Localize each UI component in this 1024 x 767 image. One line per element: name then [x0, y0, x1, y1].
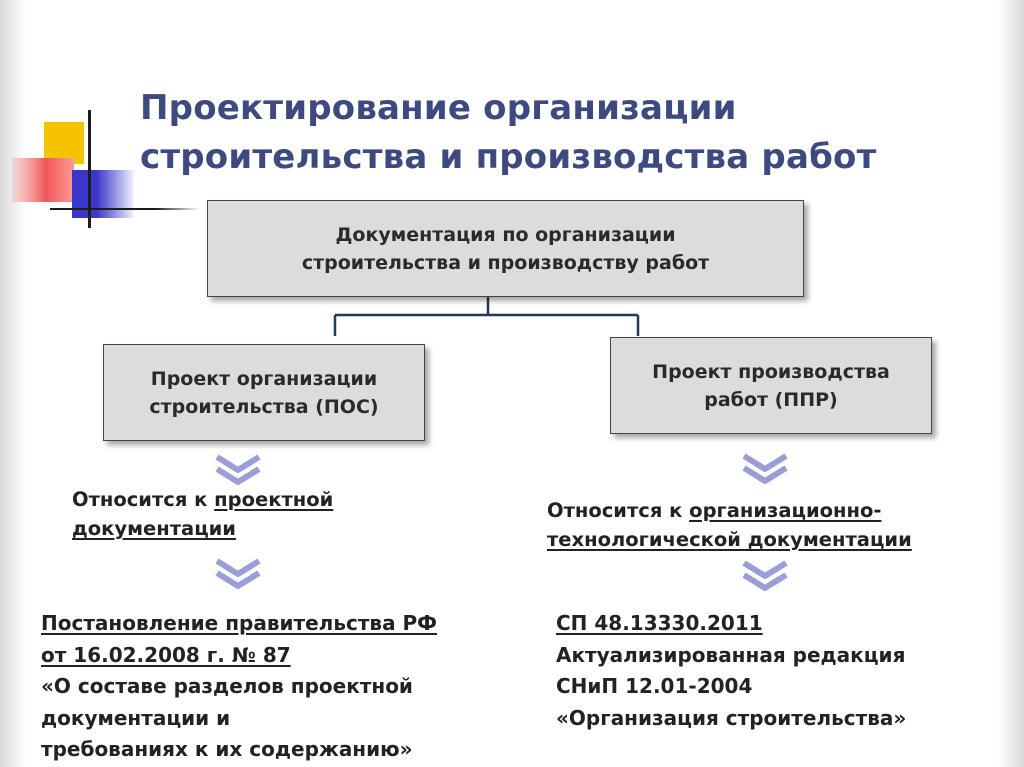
ppr-box-line-2: работ (ППР)	[704, 388, 838, 411]
logo-red-square	[12, 158, 74, 202]
double-chevron-down-icon	[212, 557, 264, 591]
right-edge-shade	[998, 0, 1024, 767]
title-line-1: Проектирование организации	[140, 88, 737, 128]
logo-horizontal-line	[50, 208, 200, 210]
pos-note-prefix: Относится к	[72, 488, 215, 511]
title-line-2: строительства и производства работ	[140, 137, 877, 177]
pos-ref-line-5: требованиях к их содержанию»	[41, 737, 413, 761]
double-chevron-down-icon	[739, 559, 791, 593]
ppr-box-line-1: Проект производства	[652, 360, 890, 383]
double-chevron-down-icon	[739, 452, 791, 486]
ppr-note-link-2: технологической документации	[547, 528, 912, 551]
pos-box	[103, 344, 425, 441]
documentation-box	[207, 200, 804, 297]
pos-ref-line-1: Постановление правительства РФ	[41, 611, 438, 635]
slide-title	[140, 84, 940, 182]
ppr-box	[610, 337, 932, 434]
ppr-ref-line-2: Актуализированная редакция	[556, 642, 906, 667]
pos-ref-line-4: документации и	[41, 705, 231, 730]
ppr-ref-line-3: СНиП 12.01-2004	[556, 674, 753, 698]
pos-note-link-2: документации	[72, 517, 236, 540]
pos-ref-line-3: «О составе разделов проектной	[41, 674, 413, 698]
ppr-ref-line-4: «Организация строительства»	[556, 705, 907, 730]
pos-regulation-reference	[41, 608, 511, 766]
logo-blue-square	[72, 170, 134, 218]
logo-vertical-line	[88, 110, 91, 228]
pos-box-line-2: строительства (ПОС)	[149, 395, 379, 418]
pos-ref-line-2: от 16.02.2008 г. № 87	[41, 642, 291, 667]
pos-classification-note	[72, 485, 452, 543]
ppr-regulation-reference	[556, 608, 996, 734]
pos-box-line-1: Проект организации	[150, 367, 378, 390]
ppr-note-link-1: организационно-	[689, 499, 882, 522]
double-chevron-down-icon	[212, 453, 264, 487]
ppr-classification-note	[547, 496, 997, 554]
ppr-note-prefix: Относится к	[547, 499, 690, 522]
documentation-box-line-2: строительства и производству работ	[301, 251, 710, 274]
ppr-ref-line-1: СП 48.13330.2011	[556, 611, 763, 635]
pos-note-link-1: проектной	[214, 488, 334, 511]
documentation-box-line-1: Документация по организации	[335, 223, 676, 246]
